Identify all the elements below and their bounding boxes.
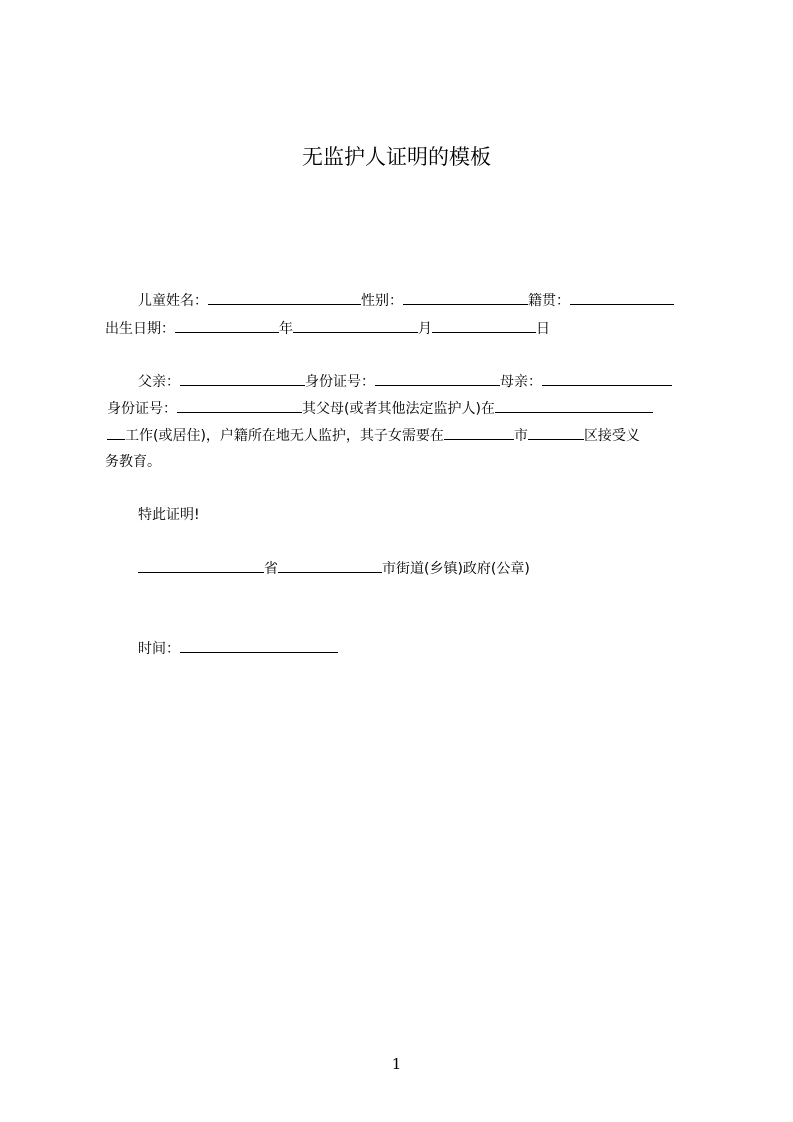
city-blank[interactable] [444,425,514,440]
gender-blank[interactable] [403,290,528,305]
education-line: 务教育。 [105,454,161,470]
child-name-blank[interactable] [208,290,361,305]
father-label: 父亲： [138,374,180,390]
statement: 特此证明! [138,507,200,523]
province-label: 省 [264,561,278,577]
city-gov-blank[interactable] [278,558,382,573]
time-label: 时间： [138,641,180,657]
birth-date-label: 出生日期： [105,321,175,337]
birth-day-blank[interactable] [432,318,536,333]
city-label: 市 [513,428,528,444]
district-blank[interactable] [528,425,584,440]
birth-month-blank[interactable] [293,318,418,333]
time-blank[interactable] [180,638,338,653]
child-name-label: 儿童姓名： [138,293,208,309]
month-label: 月 [418,321,432,337]
work-place-blank[interactable] [495,398,653,413]
native-place-label: 籍贯： [528,293,570,309]
mother-id-label: 身份证号： [107,401,177,417]
work-line [107,425,640,446]
work-text: 工作(或居住)，户籍所在地无人监护，其子女需要在 [125,428,444,444]
parents-text: 其父母(或者其他法定监护人)在 [302,401,495,417]
province-blank[interactable] [138,558,264,573]
time-line [138,638,338,659]
work-place-blank-cont[interactable] [107,425,125,440]
document-title: 无监护人证明的模板 [302,145,491,169]
year-label: 年 [279,321,293,337]
page-number: 1 [391,1055,402,1073]
district-text: 区接受义 [583,428,640,444]
city-gov-label: 市街道(乡镇)政府(公章) [382,561,530,577]
mother-label: 母亲： [500,374,542,390]
child-info-line [138,290,674,311]
day-label: 日 [536,321,550,337]
signature-line [138,558,530,579]
father-id-label: 身份证号： [305,374,375,390]
birth-year-blank[interactable] [175,318,279,333]
parents-line [138,371,672,392]
birth-date-line [105,318,550,339]
father-id-blank[interactable] [375,371,500,386]
mother-id-line [107,398,653,419]
mother-name-blank[interactable] [542,371,672,386]
gender-label: 性别： [361,293,403,309]
mother-id-blank[interactable] [177,398,302,413]
father-name-blank[interactable] [180,371,305,386]
native-place-blank[interactable] [570,290,674,305]
